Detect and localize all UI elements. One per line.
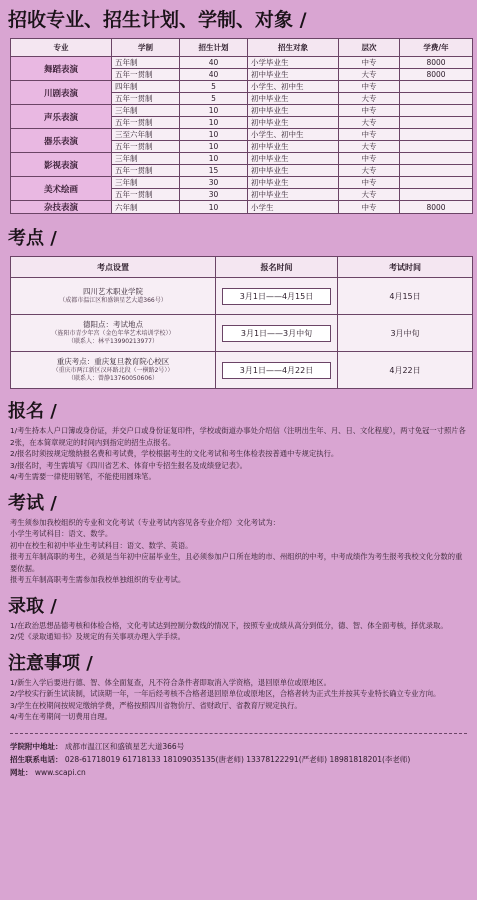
website-link[interactable]: www.scapi.cn [34,767,86,777]
plan-cell: 初中毕业生 [248,165,339,177]
signup-time-cell [216,315,338,352]
plan-cell: 中专 [339,57,400,69]
plan-header-cell: 招生计划 [180,39,248,57]
exam-row [11,352,473,389]
exam-row [11,278,473,315]
plan-cell: 40 [180,69,248,81]
major-cell: 川剧表演 [11,81,112,105]
plan-cell: 中专 [339,129,400,141]
text-paragraph: 4/考生在考期间一切费用自理。 [10,712,112,721]
plan-header-cell: 学制 [112,39,180,57]
plan-cell: 中专 [339,105,400,117]
admit-section-title: 录取 / [8,595,57,617]
plan-cell: 六年制 [112,201,180,214]
plan-cell: 大专 [339,165,400,177]
text-paragraph: 1/考生持本人户口簿或身份证，并交户口或身份证复印件，学校或街道办事处介绍信（注明出生年、月、日、文化程度），两寸免冠一寸照片各2张，在本简章规定的时间内到指定的招生点报名。 [10,426,466,447]
plan-row [11,81,473,93]
text-paragraph: 1/在政治思想品德考核和体检合格，文化考试达到控制分数线的情况下，按照专业成绩从高分到低分，德、智、体全面考核，择优录取。 [10,620,448,630]
plan-row [11,129,473,141]
plan-section-title: 招收专业、招生计划、学制、对象 / [8,9,307,31]
plan-header-cell: 招生对象 [248,39,339,57]
signup-section-title: 报名 / [8,401,57,422]
plan-cell: 五年一贯制 [112,93,180,105]
exam-time-cell [338,352,473,389]
plan-cell: 五年一贯制 [112,189,180,201]
plan-row [11,105,473,117]
plan-cell [400,141,473,153]
plan-cell: 初中毕业生 [248,177,339,189]
exam-site-address: （旌阳市青少年宫（金色年华艺术培训学校）） [51,330,175,337]
phone-line [10,753,477,766]
text-paragraph: 初中在校生和初中毕业生考试科目：语文、数学、英语。 [10,540,193,550]
plan-cell: 5 [180,81,248,93]
exam-header-cell: 考试时间 [338,257,473,278]
website-line [10,766,477,779]
plan-cell [400,165,473,177]
plan-table [10,38,473,214]
exam-site-contact: （联系人：曾静13760050606） [68,375,158,382]
plan-cell: 10 [180,117,248,129]
signup-text [10,425,467,483]
address-label: 学院附中地址： [10,741,63,751]
plan-cell: 8000 [400,69,473,81]
plan-cell: 中专 [339,177,400,189]
exam-time: 3月中旬 [390,328,420,338]
plan-cell: 10 [180,129,248,141]
plan-cell: 三年制 [112,177,180,189]
plan-cell: 5 [180,93,248,105]
plan-cell: 8000 [400,201,473,214]
exam-section-title: 考点 / [8,228,57,249]
exam-time: 4月15日 [389,291,421,301]
plan-cell: 中专 [339,81,400,93]
plan-row [11,177,473,189]
plan-cell [400,81,473,93]
plan-cell: 小学生 [248,201,339,214]
plan-header-cell: 专业 [11,39,112,57]
plan-cell: 初中毕业生 [248,141,339,153]
text-paragraph: 2/报名时须按规定缴纳报名费和考试费，学校根据考生的文化考试和考生体检表按普通中专规定执行。 [10,449,339,458]
signup-time: 3月1日——3月中旬 [222,325,331,342]
major-cell: 杂技表演 [11,201,112,214]
plan-cell: 30 [180,189,248,201]
signup-time: 3月1日——4月15日 [222,288,331,305]
address-value: 成都市温江区和盛镇星艺大道366号 [64,741,185,751]
plan-cell: 8000 [400,57,473,69]
plan-cell: 初中毕业生 [248,189,339,201]
exam-site-name: 四川艺术职业学院 [83,287,143,296]
contact-footer [10,740,477,779]
exam-site-contact: （联系人：林平13990213977） [68,338,158,345]
major-cell: 舞蹈表演 [11,57,112,81]
plan-cell [400,189,473,201]
plan-cell: 五年一贯制 [112,141,180,153]
major-cell: 声乐表演 [11,105,112,129]
admit-text [10,620,467,643]
plan-cell: 初中毕业生 [248,153,339,165]
exam-time-cell [338,315,473,352]
exam-time-cell [338,278,473,315]
plan-cell: 小学生、初中生 [248,129,339,141]
plan-cell: 大专 [339,69,400,81]
plan-cell: 初中毕业生 [248,105,339,117]
notes-section-title: 注意事项 / [8,652,93,674]
plan-cell: 大专 [339,189,400,201]
exam-header-cell: 考点设置 [11,257,216,278]
plan-cell [400,105,473,117]
plan-cell: 40 [180,57,248,69]
plan-header-cell: 学费/年 [400,39,473,57]
plan-cell: 10 [180,153,248,165]
text-paragraph: 3/报名时，考生需填写《四川省艺术、体育中专招生报名及成绩登记表》。 [10,460,247,470]
plan-cell: 五年一贯制 [112,69,180,81]
text-paragraph: 考生须参加我校组织的专业和文化考试（专业考试内容见各专业介绍）文化考试为： [10,517,280,527]
exam-site-cell [11,315,216,352]
exam-header-cell: 报名时间 [216,257,338,278]
plan-cell [400,177,473,189]
plan-cell: 初中毕业生 [248,93,339,105]
text-paragraph: 3/学生在校期间按规定缴纳学费，严格按照四川省物价厅、省财政厅、省教育厅规定执行。 [10,700,302,710]
test-section-title: 考试 / [8,492,57,514]
plan-cell: 中专 [339,201,400,214]
plan-cell: 大专 [339,117,400,129]
text-paragraph: 2/学校实行新生试读制，试读期一年，一年后经考核不合格者退回原单位或原地区，合格者转为正式生并按其专业特长确立专业方向。 [10,689,441,698]
exam-site-name: 重庆考点：重庆复旦教育院心校区 [56,357,170,366]
plan-cell [400,129,473,141]
text-paragraph: 报考五年制高职的考生，必须是当年初中应届毕业生，且必须参加户口所在地的市、州组织的中考，中考成绩作为考生报考我校文化分数的重要依据。 [10,552,463,573]
exam-site-cell [11,278,216,315]
plan-cell: 小学生、初中生 [248,81,339,93]
plan-cell: 10 [180,201,248,214]
address-line [10,740,477,753]
plan-cell [400,153,473,165]
plan-cell [400,117,473,129]
major-cell: 影视表演 [11,153,112,177]
signup-time-cell [216,352,338,389]
exam-site-name: 德阳点：考试地点 [83,320,143,329]
text-paragraph: 报考五年制高职考生需参加我校单独组织的专业考试。 [10,575,186,584]
plan-cell [400,93,473,105]
major-cell: 器乐表演 [11,129,112,153]
plan-row [11,57,473,69]
exam-sites-table [10,256,473,389]
plan-cell: 三年制 [112,153,180,165]
exam-row [11,315,473,352]
plan-cell: 15 [180,165,248,177]
plan-cell: 三年制 [112,105,180,117]
notes-text [10,677,467,723]
plan-cell: 大专 [339,93,400,105]
plan-cell: 三至六年制 [112,129,180,141]
phone-label: 招生联系电话： [10,754,63,764]
plan-cell: 初中毕业生 [248,69,339,81]
exam-site-address: （成都市温江区和盛镇星艺大道366号） [59,297,167,304]
plan-cell: 五年一贯制 [112,165,180,177]
major-cell: 美术绘画 [11,177,112,201]
signup-time: 3月1日——4月22日 [222,362,331,379]
test-text [10,517,467,586]
plan-row [11,153,473,165]
plan-cell: 10 [180,141,248,153]
phone-value: 028-61718019 61718133 18109035135(唐老师) 13378122291(严老师) 18981818201(李老师) [64,754,411,764]
plan-cell: 中专 [339,153,400,165]
signup-time-cell [216,278,338,315]
text-paragraph: 1/新生入学后要进行德、智、体全面复查，凡不符合条件者即取消入学资格，退回原单位或原地区。 [10,677,331,687]
exam-site-cell [11,352,216,389]
text-paragraph: 小学生考试科目：语文、数学。 [10,529,113,538]
plan-cell: 10 [180,105,248,117]
plan-cell: 五年一贯制 [112,117,180,129]
website-label: 网址： [10,767,33,777]
plan-header-cell: 层次 [339,39,400,57]
footer-divider [10,733,467,734]
plan-cell: 初中毕业生 [248,117,339,129]
plan-cell: 小学毕业生 [248,57,339,69]
text-paragraph: 4/考生需要一律使用钢笔，不能使用圆珠笔。 [10,472,156,481]
plan-cell: 四年制 [112,81,180,93]
exam-time: 4月22日 [389,365,421,375]
plan-cell: 五年制 [112,57,180,69]
plan-cell: 30 [180,177,248,189]
text-paragraph: 2/凭《录取通知书》及规定的有关事项办理入学手续。 [10,632,185,641]
exam-site-address: （重庆市两江新区汉环路北段（一横路2号）） [52,367,174,374]
plan-cell: 大专 [339,141,400,153]
plan-row [11,201,473,214]
